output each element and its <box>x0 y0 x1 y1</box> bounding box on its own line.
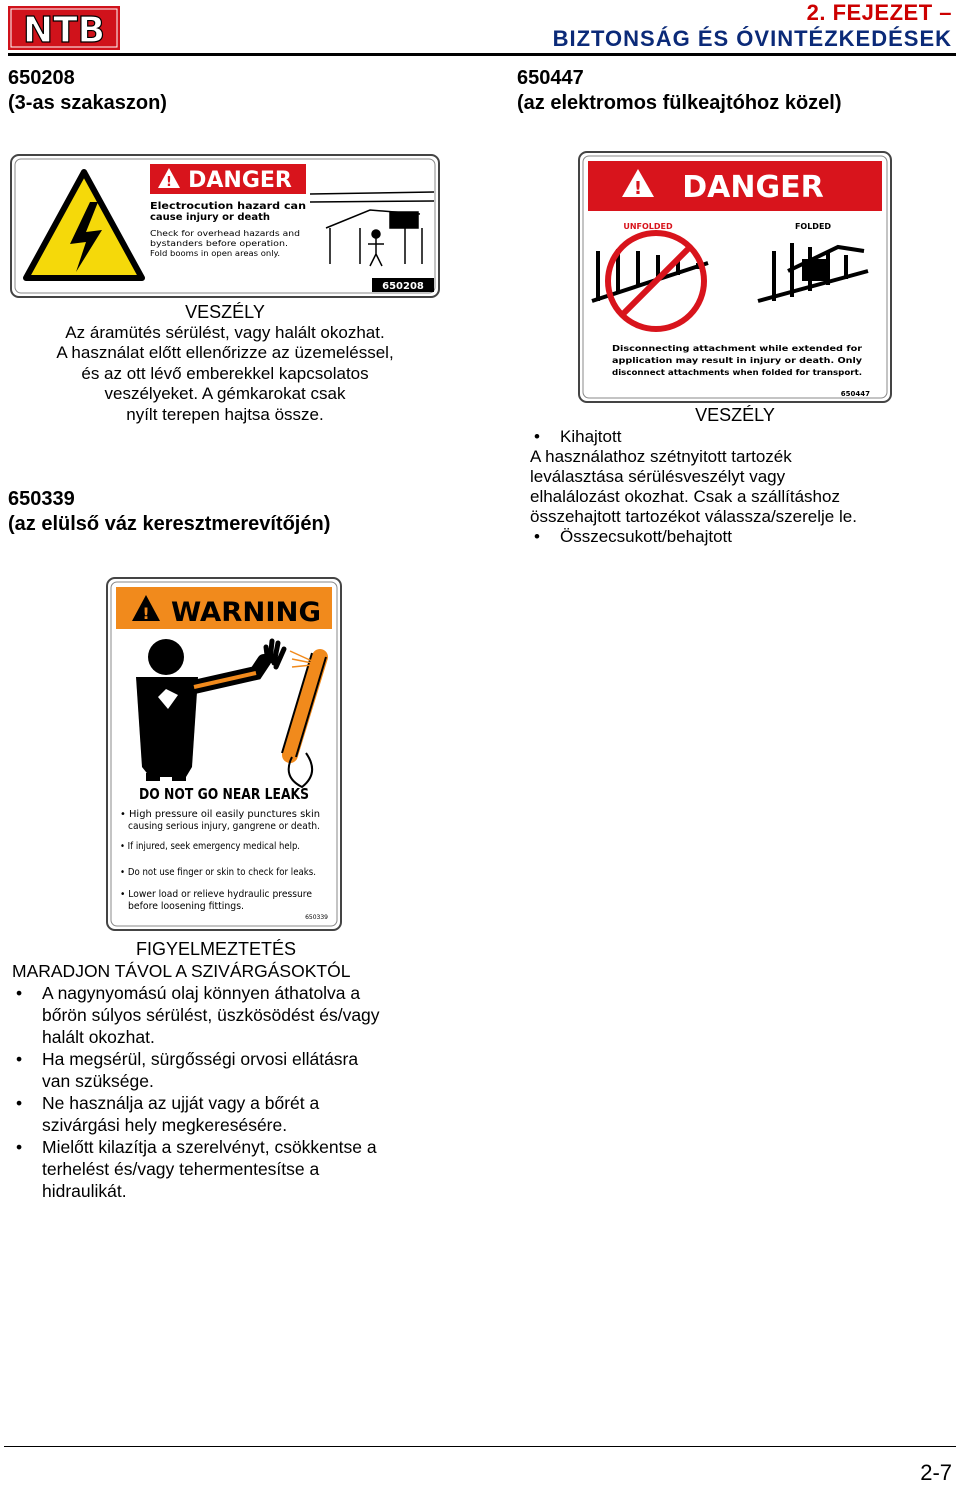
decal-650339-caption <box>12 938 442 1202</box>
caption-line: elhalálozást okozhat. Csak a szállításhoz <box>530 487 840 506</box>
decal-number: 650339 <box>8 488 75 510</box>
caption-bullet: • Kihajtott <box>530 427 940 447</box>
sign-header: WARNING <box>171 597 321 628</box>
bullet-line: szivárgási hely megkeresésére. <box>42 1115 288 1135</box>
danger-decal-650447 <box>578 151 892 403</box>
header-rule <box>8 53 956 56</box>
bullet-line: terhelést és/vagy tehermentesítse a <box>42 1159 320 1179</box>
decal-number: 650208 <box>8 67 75 89</box>
caption-subtitle: MARADJON TÁVOL A SZIVÁRGÁSOKTÓL <box>12 961 351 981</box>
danger-decal-650208 <box>10 154 440 298</box>
caption-bullet: • Összecsukott/behajtott <box>530 527 940 547</box>
caption-title: FIGYELMEZTETÉS <box>136 939 297 959</box>
footer-rule <box>4 1446 956 1447</box>
decal-location: (az elülső váz keresztmerevítőjén) <box>8 513 331 535</box>
caption-line: és az ott lévő emberekkel kapcsolatos <box>81 363 369 383</box>
decal-650339-label <box>8 487 330 537</box>
sign-text: Disconnecting attachment while extended for application may result in injury or death. Only disconnect attachments when folded for transport. <box>612 344 863 377</box>
caption-line: nyílt terepen hajtsa össze. <box>126 404 324 424</box>
bullet-line: hidraulikát. <box>42 1181 127 1201</box>
page-number: 2-7 <box>920 1460 952 1485</box>
sign-header: DANGER <box>682 170 824 205</box>
caption-line: A használat előtt ellenőrizze az üzemeléssel, <box>56 343 394 362</box>
bullet-line: halált okozhat. <box>42 1027 155 1047</box>
caption-line: Az áramütés sérülést, vagy halált okozhat. <box>65 322 385 342</box>
decal-650208-label <box>8 66 167 116</box>
decal-location: (az elektromos fülkeajtóhoz közel) <box>517 92 842 114</box>
logo-text: NTB <box>22 10 106 50</box>
svg-text:Fold booms in open areas only.: Fold booms in open areas only. <box>150 249 280 258</box>
svg-text:cause injury or death: cause injury or death <box>150 212 270 223</box>
caption-title: VESZÉLY <box>695 405 775 425</box>
warning-decal-650339 <box>106 577 342 931</box>
decal-650447-caption <box>530 405 940 547</box>
caption-line: veszélyeket. A gémkarokat csak <box>104 384 346 403</box>
ntb-logo <box>8 6 120 50</box>
caption-bullet <box>12 1136 442 1202</box>
svg-text:!: ! <box>142 604 150 623</box>
chapter-heading <box>553 0 952 52</box>
caption-line: A használathoz szétnyitott tartozék <box>530 447 792 466</box>
caption-bullet <box>12 982 442 1048</box>
bullet-line: bőrön súlyos sérülést, üszkösödést és/vagy <box>42 1005 380 1025</box>
bullet-line: • Ne használja az ujját vagy a bőrét a <box>42 1093 320 1113</box>
caption-title: VESZÉLY <box>185 302 265 322</box>
sign-header: DANGER <box>188 168 292 193</box>
decal-650208-caption <box>10 302 440 425</box>
caption-bullet <box>12 1048 442 1092</box>
unfolded-caption: UNFOLDED <box>623 222 673 231</box>
caption-bullet <box>12 1092 442 1136</box>
caption-line: leválasztása sérülésveszélyt vagy <box>530 467 786 486</box>
sign-items: • High pressure oil easily punctures skin causing serious injury, gangrene or death. • If injured, seek emergency medical help. • Do not use finger or skin to check for leaks. • Lower load or relieve hydraulic pressure before loosening fittings. <box>120 809 320 912</box>
bullet-line: • Mielőtt kilazítja a szerelvényt, csökkentse a <box>42 1137 377 1157</box>
chapter-line-1: 2. FEJEZET – <box>806 0 952 25</box>
decal-number: 650447 <box>517 67 584 89</box>
chapter-line-2: BIZTONSÁG ÉS ÓVINTÉZKEDÉSEK <box>552 26 952 51</box>
bullet-line: • Ha megsérül, sürgősségi orvosi ellátásra <box>42 1049 359 1069</box>
svg-text:bystanders before operation.: bystanders before operation. <box>150 239 288 248</box>
sign-title: DO NOT GO NEAR LEAKS <box>139 785 309 803</box>
part-number: 650447 <box>840 390 870 398</box>
part-number: 650339 <box>305 914 328 921</box>
svg-text:!: ! <box>166 175 172 190</box>
caption-line: összehajtott tartozékot válassza/szerelje le. <box>530 507 857 526</box>
bullet-line: • A nagynyomású olaj könnyen áthatolva a <box>42 983 361 1003</box>
part-number: 650208 <box>382 281 424 292</box>
svg-text:Electrocution hazard can: Electrocution hazard can <box>150 201 306 212</box>
bullet-line: van szüksége. <box>42 1071 154 1091</box>
decal-location: (3-as szakaszon) <box>8 92 167 114</box>
svg-text:Check for overhead hazards and: Check for overhead hazards and <box>150 229 300 238</box>
folded-caption: FOLDED <box>794 222 832 231</box>
decal-650447-label <box>517 66 842 116</box>
svg-text:!: ! <box>633 178 643 199</box>
